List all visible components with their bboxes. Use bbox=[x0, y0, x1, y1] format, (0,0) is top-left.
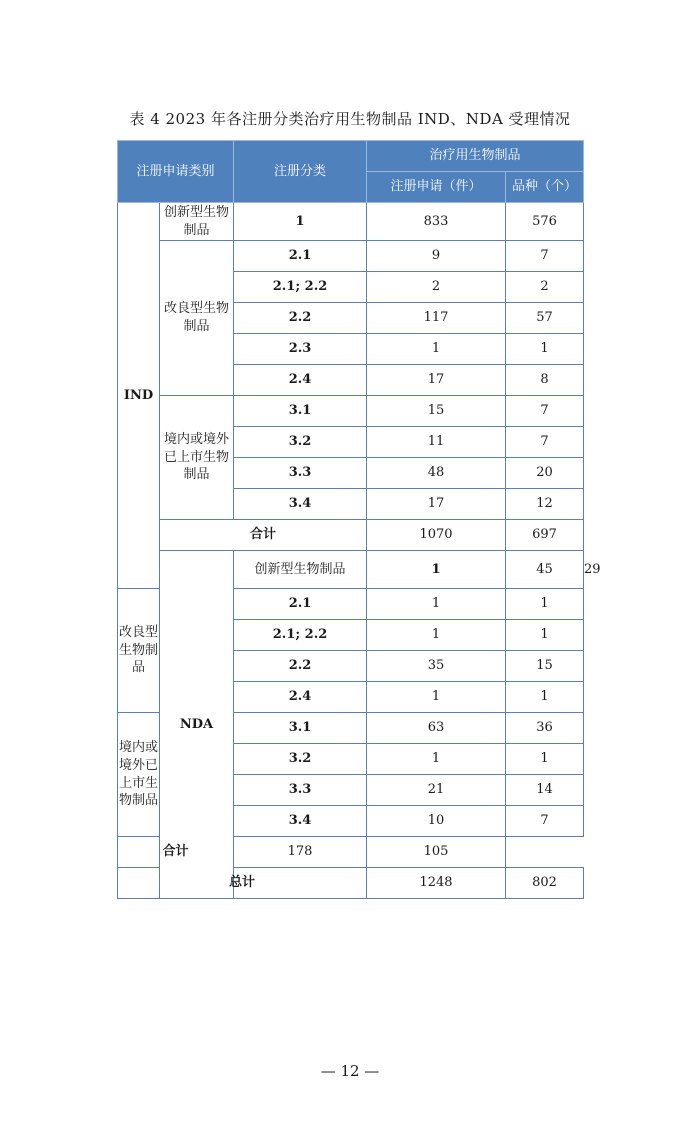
class-cell: 2.1; 2.2 bbox=[234, 272, 367, 303]
ind-label: IND bbox=[118, 203, 160, 589]
varieties-cell: 7 bbox=[506, 241, 584, 272]
class-cell: 1 bbox=[367, 551, 506, 589]
table-row bbox=[118, 203, 584, 241]
class-cell: 3.4 bbox=[234, 806, 367, 837]
apps-cell: 117 bbox=[367, 303, 506, 334]
ind-innov-category: 创新型生物制品 bbox=[160, 203, 234, 241]
table-row bbox=[118, 396, 584, 427]
varieties-cell: 20 bbox=[506, 458, 584, 489]
varieties-cell: 1 bbox=[506, 620, 584, 651]
apps-cell: 10 bbox=[367, 806, 506, 837]
nda-subtotal-label: 合计 bbox=[118, 837, 234, 868]
ind-improved-category: 改良型生物制品 bbox=[160, 241, 234, 396]
class-cell: 2.2 bbox=[234, 303, 367, 334]
class-cell: 3.1 bbox=[234, 396, 367, 427]
apps-cell: 178 bbox=[234, 837, 367, 868]
varieties-cell: 2 bbox=[506, 272, 584, 303]
apps-cell: 1 bbox=[367, 744, 506, 775]
nda-label: NDA bbox=[160, 551, 234, 899]
varieties-cell: 697 bbox=[506, 520, 584, 551]
class-cell: 2.4 bbox=[234, 365, 367, 396]
header-applications: 注册申请（件） bbox=[367, 172, 506, 203]
apps-cell: 15 bbox=[367, 396, 506, 427]
varieties-cell: 1 bbox=[506, 744, 584, 775]
total-label: 总计 bbox=[118, 868, 367, 899]
table-row: NDA 创新型生物制品 1 45 29 bbox=[118, 551, 584, 589]
nda-listed-category: 境内或境外已上市生物制品 bbox=[118, 713, 160, 837]
nda-improved-category: 改良型生物制品 bbox=[118, 589, 160, 713]
apps-cell: 11 bbox=[367, 427, 506, 458]
apps-cell: 1 bbox=[367, 334, 506, 365]
class-cell: 2.1; 2.2 bbox=[234, 620, 367, 651]
subtotal-row bbox=[118, 520, 584, 551]
header-category: 注册申请类别 bbox=[118, 141, 234, 203]
class-cell: 2.1 bbox=[234, 241, 367, 272]
class-cell: 2.1 bbox=[234, 589, 367, 620]
apps-cell: 21 bbox=[367, 775, 506, 806]
varieties-cell: 1 bbox=[506, 589, 584, 620]
class-cell: 3.3 bbox=[234, 775, 367, 806]
class-cell: 2.2 bbox=[234, 651, 367, 682]
header-class: 注册分类 bbox=[234, 141, 367, 203]
varieties-cell: 105 bbox=[367, 837, 506, 868]
class-cell: 1 bbox=[234, 203, 367, 241]
header-varieties: 品种（个） bbox=[506, 172, 584, 203]
class-cell: 3.3 bbox=[234, 458, 367, 489]
subtotal-row bbox=[118, 837, 584, 868]
varieties-cell: 1 bbox=[506, 682, 584, 713]
varieties-cell: 576 bbox=[506, 203, 584, 241]
registration-table bbox=[117, 140, 601, 899]
nda-innov-category: 创新型生物制品 bbox=[234, 551, 367, 589]
varieties-cell: 57 bbox=[506, 303, 584, 334]
class-cell: 3.4 bbox=[234, 489, 367, 520]
apps-cell: 17 bbox=[367, 365, 506, 396]
apps-cell: 1248 bbox=[367, 868, 506, 899]
apps-cell: 1 bbox=[367, 620, 506, 651]
class-cell: 3.2 bbox=[234, 744, 367, 775]
varieties-cell: 7 bbox=[506, 427, 584, 458]
page-number: — 12 — bbox=[320, 1062, 380, 1080]
varieties-cell: 36 bbox=[506, 713, 584, 744]
apps-cell: 17 bbox=[367, 489, 506, 520]
class-cell: 2.3 bbox=[234, 334, 367, 365]
apps-cell: 63 bbox=[367, 713, 506, 744]
apps-cell: 1070 bbox=[367, 520, 506, 551]
apps-cell: 1 bbox=[367, 589, 506, 620]
header-group: 治疗用生物制品 bbox=[367, 141, 584, 172]
class-cell: 2.4 bbox=[234, 682, 367, 713]
varieties-cell: 7 bbox=[506, 806, 584, 837]
class-cell: 3.1 bbox=[234, 713, 367, 744]
varieties-cell: 802 bbox=[506, 868, 584, 899]
class-cell: 3.2 bbox=[234, 427, 367, 458]
apps-cell: 833 bbox=[367, 203, 506, 241]
apps-cell: 2 bbox=[367, 272, 506, 303]
apps-cell: 9 bbox=[367, 241, 506, 272]
varieties-cell: 1 bbox=[506, 334, 584, 365]
varieties-cell: 14 bbox=[506, 775, 584, 806]
apps-cell: 35 bbox=[367, 651, 506, 682]
varieties-cell: 7 bbox=[506, 396, 584, 427]
varieties-cell: 8 bbox=[506, 365, 584, 396]
ind-subtotal-label: 合计 bbox=[160, 520, 367, 551]
varieties-cell: 12 bbox=[506, 489, 584, 520]
apps-cell: 48 bbox=[367, 458, 506, 489]
table-caption: 表 4 2023 年各注册分类治疗用生物制品 IND、NDA 受理情况 bbox=[129, 110, 571, 128]
table-row bbox=[118, 241, 584, 272]
apps-cell: 1 bbox=[367, 682, 506, 713]
apps-cell: 45 bbox=[506, 551, 584, 589]
varieties-cell: 15 bbox=[506, 651, 584, 682]
ind-listed-category: 境内或境外已上市生物制品 bbox=[160, 396, 234, 520]
total-row bbox=[118, 868, 584, 899]
